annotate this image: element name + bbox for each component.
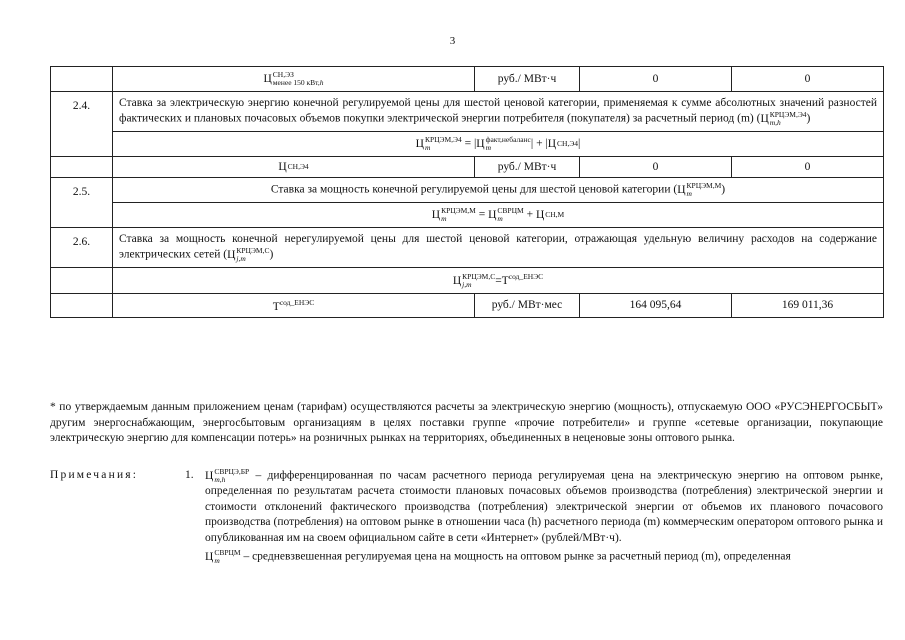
symbol-sub: [497, 215, 523, 223]
symbol-sub: [486, 144, 531, 152]
symbol: [677, 180, 722, 198]
symbol-sub: [214, 476, 249, 484]
symbol-sup: КРЦЭМ,С: [462, 272, 496, 282]
symbol-sub-italic: j,m: [462, 280, 472, 290]
symbol: [547, 137, 581, 150]
symbol-sub-italic: m: [686, 188, 692, 198]
value-cell-2: 169 011,36: [732, 294, 884, 318]
symbol-sub: [441, 215, 476, 223]
table-row: [51, 227, 884, 267]
symbol: [476, 134, 531, 152]
note-text-2: – средневзвешенная регулируемая цена на мощность на оптовом рынке за расчетный период (m), определенная: [240, 550, 791, 563]
symbol-sup: СН,Э4: [287, 162, 309, 172]
note-text-1: – дифференцированная по часам расчетного периода регулируемая цена на электрическую энергию на оптовом рынке, определенная по результатам расчета стоимости плановых почасовых объемов производства (потребления) электрической энергии и стоимости отклонений фактического производства (потребления) электрической энергии от объемов их планового почасового производства (потребления) на оптовом рынке в отношении часа (h) расчетного периода (m) коммерческим оператором оптового рынка и опубликованная им на своем официальном сайте в сети «Интернет» (рублей/МВт·ч).: [205, 469, 883, 544]
section-title-end: ): [269, 248, 274, 261]
symbol: [227, 245, 270, 263]
symbol-base: Ц: [760, 112, 769, 125]
symbol-base: Ц: [227, 248, 236, 261]
row-number: [51, 156, 113, 177]
symbol-sup: СН,М: [545, 209, 565, 219]
value-cell-2: 0: [732, 156, 884, 177]
symbol-sub-italic: m: [485, 142, 492, 152]
symbol-sub-italic: m: [214, 556, 220, 566]
table-row: [51, 67, 884, 92]
section-title-text: Ставка за электрическую энергию конечной регулируемой цены для шестой ценовой категории, применяемая к сумме абсолютных значений разностей фактических и плановых почасовых объемов покупки электрической энергии потребителя (покупателя) за расчетный период (m) (: [119, 97, 877, 125]
symbol-indices: [770, 111, 807, 127]
section-title-end: ): [806, 112, 811, 125]
symbol-sub: [770, 119, 807, 127]
symbol-sub-italic: m: [424, 142, 431, 152]
symbol-indices: [214, 549, 240, 565]
symbol-indices: [273, 71, 324, 87]
section-title-cell: [113, 177, 884, 202]
symbol-base: Ц: [263, 72, 272, 85]
symbol-sub: [214, 557, 240, 565]
symbol-sup: КРЦЭМ,Э4: [424, 134, 462, 144]
formula-operator: =: [495, 274, 502, 287]
symbol-base: T: [272, 300, 280, 313]
symbol-indices: [557, 137, 581, 150]
symbol: [278, 161, 308, 173]
symbol-sup: КРЦЭМ,М: [686, 180, 722, 190]
formula-cell: [113, 267, 884, 293]
symbol-sup: сод_ЕНЭС: [508, 271, 544, 281]
section-title-text: Ставка за мощность конечной нерегулируемой цены для шестой ценовой категории, отражающая удельную величину расходов на содержание электрических сетей (: [119, 232, 877, 261]
symbol-base: Ц: [278, 160, 287, 173]
symbol-sub-italic: h: [319, 78, 324, 87]
symbol-sub-italic: m: [497, 213, 503, 223]
formula-cell: [113, 131, 884, 156]
symbol-indices: [486, 136, 531, 152]
symbol-sup: факт,небаланс: [485, 134, 531, 144]
symbol-sup: СВРЦМ: [214, 548, 241, 558]
formula-operator: =: [475, 208, 489, 221]
notes-label: Примечания:: [50, 469, 139, 481]
formula-operator: = |: [461, 137, 477, 150]
symbol-base: Ц: [415, 137, 424, 150]
row-number: [51, 67, 113, 92]
symbol-sup: КРЦЭМ,С: [236, 245, 270, 255]
symbol: [760, 109, 807, 127]
table-row: [51, 131, 884, 156]
symbol-sub-italic: m: [441, 213, 447, 223]
symbol-sub-italic: m,h: [769, 117, 781, 127]
symbol-indices: [425, 136, 462, 152]
row-number: [51, 267, 113, 293]
table-row: [51, 177, 884, 202]
symbol-base: Ц: [452, 274, 462, 287]
symbol: [415, 134, 462, 152]
notes-index: 1.: [185, 469, 194, 481]
formula-operator: |: [578, 137, 581, 150]
tariff-table: [50, 66, 884, 318]
section-title-text: Ставка за мощность конечной регулируемой цены для шестой ценовой категории (: [270, 183, 678, 196]
symbol-base: Ц: [476, 137, 485, 150]
symbol-sup: сод_ЕНЭС: [279, 298, 315, 308]
symbol: [501, 271, 544, 287]
note-paragraph-1: [205, 468, 883, 546]
symbol-indices: [441, 207, 476, 223]
symbol: [272, 298, 315, 313]
symbol: [263, 70, 324, 87]
table-row: [51, 267, 884, 293]
page-number: 3: [449, 35, 456, 47]
unit-cell: руб./ МВт·ч: [475, 67, 580, 92]
footnote: * по утверждаемым данным приложением ценам (тарифам) осуществляются расчеты за электрическую энергию (мощность), отпускаемую ООО «РУСЭНЕРГОСБЫТ» другим энергоснабжающим, энергосбытовым организациям в целях поставки группе «прочие потребители» и группе «сетевые организации, покупающие электрическую энергию для компенсации потерь» на розничных рынках на территориях, объединенных в неценовые зоны оптового рынка.: [50, 401, 883, 445]
value-cell-1: 164 095,64: [580, 294, 732, 318]
value-cell-1: 0: [580, 67, 732, 92]
symbol-indices: [214, 468, 249, 484]
notes-body: [205, 468, 883, 565]
symbol-sub-italic: j,m: [236, 253, 246, 263]
formula-cell: [113, 202, 884, 227]
symbol: [488, 205, 524, 223]
symbol: [452, 272, 496, 290]
formula-operator: | + |: [530, 137, 548, 150]
symbol-indices: [462, 273, 495, 289]
row-number: [51, 294, 113, 318]
symbol-sup: СВРЦЭ,БР: [214, 467, 250, 476]
symbol-sup: КРЦЭМ,Э4: [769, 109, 807, 119]
symbol-indices: [497, 207, 523, 223]
formula-operator: +: [523, 208, 536, 221]
symbol: [205, 467, 250, 484]
symbol-indices: [288, 163, 309, 171]
symbol-sup: СВРЦМ: [497, 205, 524, 215]
table-row: [51, 156, 884, 177]
section-title-cell: [113, 227, 884, 267]
symbol-base: Ц: [488, 208, 497, 221]
symbol-indices: [687, 182, 722, 198]
symbol-base: Ц: [547, 137, 557, 150]
note-paragraph-2: [205, 549, 883, 565]
symbol-cell: [113, 294, 475, 318]
row-number: 2.5.: [51, 177, 113, 227]
unit-cell: руб./ МВт·ч: [475, 156, 580, 177]
symbol: [431, 205, 476, 223]
symbol-base: T: [501, 274, 509, 287]
notes-section: [50, 468, 883, 568]
symbol-indices: [236, 247, 269, 263]
symbol-sup: СН,ЭЗ: [272, 70, 294, 79]
symbol-base: Ц: [431, 208, 441, 221]
symbol-cell: [113, 156, 475, 177]
symbol-indices: [545, 211, 564, 219]
symbol-sub: [236, 255, 269, 263]
symbol-sub-italic: m,h: [214, 475, 226, 484]
symbol-base: Ц: [677, 183, 686, 196]
symbol-sup: СН,Э4: [557, 138, 579, 148]
symbol-sup: КРЦЭМ,М: [441, 205, 476, 215]
table-row: [51, 92, 884, 132]
symbol-sub: [425, 144, 462, 152]
value-cell-1: 0: [580, 156, 732, 177]
symbol-base: Ц: [535, 208, 545, 221]
unit-cell: руб./ МВт·мес: [475, 294, 580, 318]
table-row: [51, 202, 884, 227]
section-title-end: ): [721, 183, 726, 196]
symbol: [205, 548, 241, 566]
symbol-sub: [687, 190, 722, 198]
symbol: [536, 209, 564, 221]
table-row: [51, 294, 884, 318]
symbol-cell: [113, 67, 475, 92]
value-cell-2: 0: [732, 67, 884, 92]
row-number: 2.4.: [51, 92, 113, 157]
section-title-cell: [113, 92, 884, 132]
symbol-base: Ц: [205, 550, 214, 563]
symbol-base: Ц: [205, 469, 214, 482]
symbol-sub: [273, 79, 324, 87]
symbol-sub-prefix: менее 150 кВт,: [272, 78, 320, 87]
row-number: 2.6.: [51, 227, 113, 267]
symbol-sub: [462, 281, 495, 289]
